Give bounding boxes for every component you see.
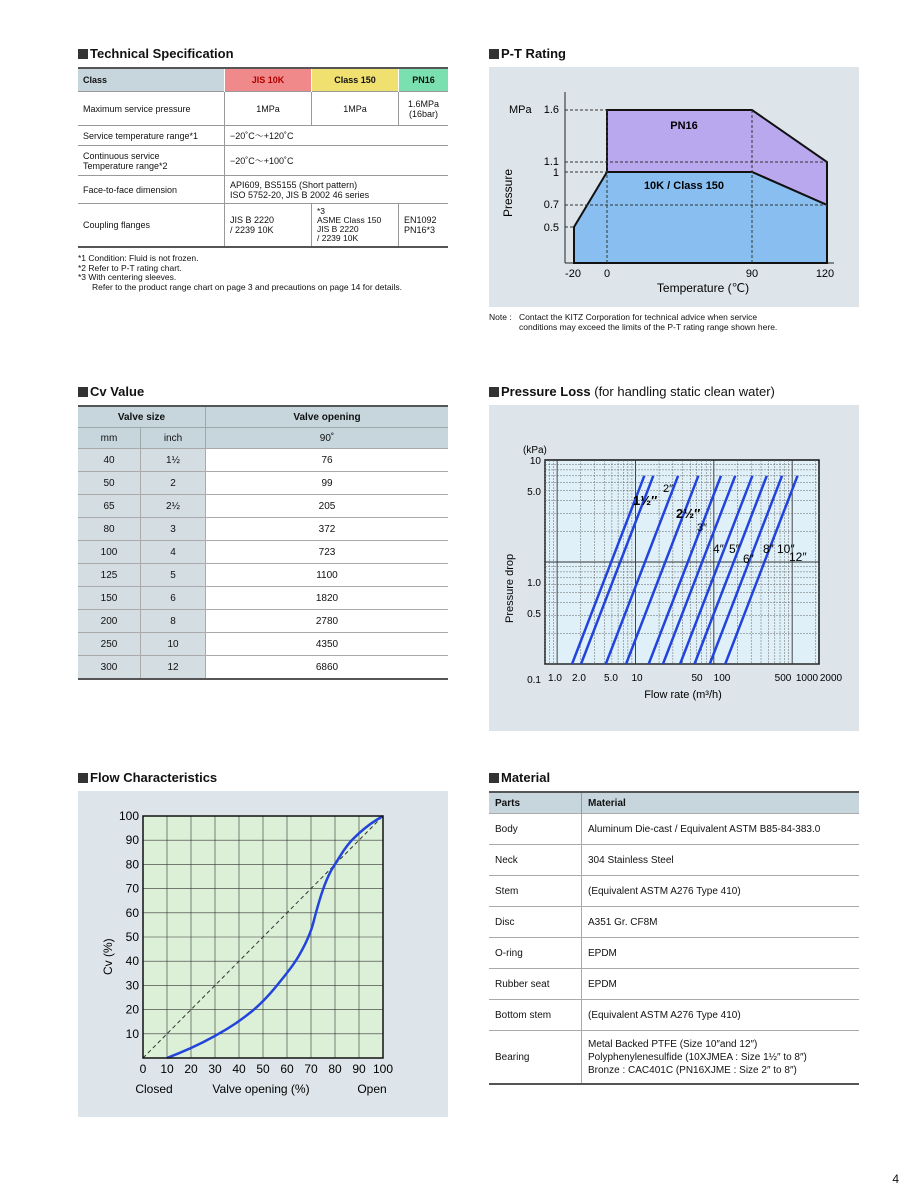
material-part: Stem (489, 876, 582, 907)
material-header-material: Material (582, 792, 860, 814)
pt-ytick: 1 (552, 167, 559, 179)
cv-header-inch: inch (141, 428, 206, 449)
flow-xtick: 10 (160, 1062, 174, 1076)
cv-cell-inch: 2 (141, 472, 206, 495)
cv-cell-inch: 1½ (141, 449, 206, 472)
cv-row (78, 495, 448, 518)
ploss-size-label: 5″ (729, 542, 740, 556)
flow-closed-label: Closed (135, 1082, 173, 1096)
material-row (489, 1000, 859, 1031)
flow-xtick: 30 (208, 1062, 222, 1076)
spec-table (78, 67, 448, 248)
flow-ytick: 10 (125, 1026, 139, 1041)
pt-x-label: Temperature (℃) (656, 281, 750, 295)
spec-cell: JIS B 2220 / 2239 10K (225, 204, 312, 248)
cv-cell-mm: 200 (78, 610, 141, 633)
material-header-parts: Parts (489, 792, 582, 814)
ploss-y-unit: (kPa) (523, 445, 547, 456)
ploss-x-label: Flow rate (m³/h) (644, 689, 722, 701)
pt-title: P-T Rating (489, 46, 859, 61)
flow-ytick: 80 (125, 857, 139, 872)
cv-cell-mm: 100 (78, 541, 141, 564)
cv-cell-mm: 80 (78, 518, 141, 541)
ploss-xtick: 500 (774, 673, 792, 684)
material-part: Neck (489, 845, 582, 876)
pt-xtick: 0 (603, 268, 611, 280)
spec-cell: −20˚C～+120˚C (225, 126, 449, 146)
flow-x-label: Valve opening (%) (212, 1082, 310, 1096)
cv-cell-value: 6860 (206, 656, 449, 680)
ploss-size-label: 8″ (763, 542, 774, 556)
material-row (489, 814, 859, 845)
cv-cell-inch: 6 (141, 587, 206, 610)
cv-cell-mm: 150 (78, 587, 141, 610)
material-part: O-ring (489, 938, 582, 969)
cv-row (78, 541, 448, 564)
ploss-chart (489, 405, 859, 731)
cv-title: Cv Value (78, 384, 448, 399)
cv-cell-inch: 8 (141, 610, 206, 633)
material-value: A351 Gr. CF8M (582, 907, 860, 938)
ploss-size-label: 1½″ (633, 493, 658, 508)
flow-xtick: 20 (184, 1062, 198, 1076)
cv-cell-inch: 12 (141, 656, 206, 680)
spec-row-label: Coupling flanges (78, 204, 225, 248)
flow-open-label: Open (357, 1082, 387, 1096)
spec-cell: EN1092 PN16*3 (399, 204, 449, 248)
pt-section (489, 46, 859, 332)
ploss-y-label: Pressure drop (504, 553, 516, 623)
pt-xtick: -20 (565, 268, 581, 280)
flow-title: Flow Characteristics (78, 770, 448, 785)
flow-ytick: 50 (125, 930, 139, 944)
material-part: Body (489, 814, 582, 845)
ploss-xtick: 50 (691, 673, 703, 684)
cv-header-opening: Valve opening (206, 406, 449, 428)
cv-row (78, 449, 448, 472)
material-row (489, 845, 859, 876)
flow-xtick: 90 (352, 1062, 366, 1076)
cv-cell-mm: 300 (78, 656, 141, 680)
ploss-xtick: 10 (631, 673, 643, 684)
spec-section (78, 46, 448, 292)
ploss-xtick: 2000 (819, 673, 843, 684)
material-row (489, 876, 859, 907)
flow-y-label: Cv (%) (101, 938, 115, 975)
material-section (489, 770, 859, 1085)
flow-ytick: 30 (125, 978, 139, 993)
spec-row-label: Maximum service pressure (78, 92, 225, 126)
spec-cell: 1MPa (312, 92, 399, 126)
spec-header-class150: Class 150 (312, 68, 399, 92)
cv-table (78, 405, 448, 680)
cv-cell-value: 372 (206, 518, 449, 541)
spec-cell: 1.6MPa (16bar) (399, 92, 449, 126)
cv-cell-mm: 250 (78, 633, 141, 656)
pt-ytick: 1.1 (543, 156, 559, 168)
spec-title: Technical Specification (78, 46, 448, 61)
cv-cell-value: 723 (206, 541, 449, 564)
flow-ytick: 70 (125, 881, 139, 896)
cv-cell-value: 205 (206, 495, 449, 518)
material-title: Material (489, 770, 859, 785)
spec-row-label: Face-to-face dimension (78, 176, 225, 204)
spec-notes (78, 254, 448, 292)
cv-row (78, 587, 448, 610)
ploss-ytick: 1.0 (527, 578, 541, 589)
ploss-size-label: 2½″ (676, 506, 701, 521)
flow-ytick: 60 (125, 905, 139, 920)
cv-row (78, 633, 448, 656)
spec-note: Refer to the product range chart on page 3 and precautions on page 14 for details. (92, 281, 402, 292)
material-row (489, 907, 859, 938)
ploss-ytick: 0.5 (527, 609, 541, 620)
cv-cell-value: 4350 (206, 633, 449, 656)
pt-ytick: 0.5 (543, 222, 559, 234)
pt-region-label: PN16 (670, 120, 698, 132)
cv-header-90: 90˚ (206, 428, 449, 449)
flow-chart (78, 791, 448, 1117)
pt-y-unit: MPa (509, 104, 532, 116)
material-value: (Equivalent ASTM A276 Type 410) (582, 1000, 860, 1031)
spec-cell: 1MPa (225, 92, 312, 126)
ploss-xtick: 5.0 (604, 673, 618, 684)
pt-ytick: 0.7 (543, 199, 559, 211)
cv-cell-inch: 4 (141, 541, 206, 564)
flow-xtick: 70 (304, 1062, 318, 1076)
cv-row (78, 564, 448, 587)
cv-cell-inch: 3 (141, 518, 206, 541)
material-value: EPDM (582, 969, 860, 1000)
ploss-ytick: 0.1 (527, 675, 541, 686)
cv-cell-mm: 40 (78, 449, 141, 472)
flow-xtick: 60 (280, 1062, 294, 1076)
cv-cell-value: 1100 (206, 564, 449, 587)
ploss-ytick: 10 (529, 456, 541, 467)
cv-cell-mm: 50 (78, 472, 141, 495)
cv-cell-mm: 125 (78, 564, 141, 587)
spec-header-class: Class (78, 68, 225, 92)
flow-section (78, 770, 448, 1117)
material-table (489, 791, 859, 1085)
cv-cell-mm: 65 (78, 495, 141, 518)
flow-xtick: 0 (139, 1062, 147, 1076)
ploss-xtick: 2.0 (572, 673, 586, 684)
cv-header-mm: mm (78, 428, 141, 449)
spec-cell: −20˚C～+100˚C (225, 146, 449, 176)
ploss-size-label: 3″ (697, 522, 708, 534)
cv-row (78, 610, 448, 633)
cv-row (78, 472, 448, 495)
flow-ytick: 90 (125, 833, 139, 848)
spec-row-label: Service temperature range*1 (78, 126, 225, 146)
spec-note: *3 With centering sleeves. (78, 272, 177, 282)
spec-note: *2 Refer to P-T rating chart. (78, 262, 182, 273)
material-table-body (489, 814, 859, 1085)
pt-note-line: conditions may exceed the limits of the P-T rating range shown here. (519, 321, 778, 332)
cv-cell-value: 2780 (206, 610, 449, 633)
pt-note-line: Contact the KITZ Corporation for technical advice when service (519, 312, 758, 322)
pt-region-label: 10K / Class 150 (643, 180, 725, 192)
pt-ytick: 1.6 (543, 104, 559, 116)
spec-cell: *3 ASME Class 150 JIS B 2220 / 2239 10K (312, 204, 399, 248)
material-row (489, 969, 859, 1000)
cv-cell-value: 76 (206, 449, 449, 472)
ploss-xtick: 1000 (795, 673, 819, 684)
pt-note-label: Note : (489, 312, 512, 322)
pt-xtick: 120 (815, 268, 835, 280)
spec-row-label: Continuous service Temperature range*2 (78, 146, 225, 176)
material-row (489, 1031, 859, 1085)
material-part: Rubber seat (489, 969, 582, 1000)
ploss-size-label: 2″ (663, 483, 674, 495)
material-value: Metal Backed PTFE (Size 10″and 12″) Polyphenylenesulfide (10XJMEA : Size 1½″ to 8″) Bronze : CAC401C (PN16XJME : Size 2″ to 8″) (582, 1031, 860, 1085)
cv-section (78, 384, 448, 680)
flow-xtick: 80 (328, 1062, 342, 1076)
ploss-size-label: 4″ (713, 542, 724, 556)
material-part: Bottom stem (489, 1000, 582, 1031)
ploss-size-label: 10″ (777, 542, 795, 556)
material-part: Bearing (489, 1031, 582, 1085)
flow-ytick: 40 (125, 954, 139, 969)
cv-header-size: Valve size (78, 406, 206, 428)
material-value: (Equivalent ASTM A276 Type 410) (582, 876, 860, 907)
flow-ytick: 100 (118, 809, 139, 823)
cv-cell-inch: 10 (141, 633, 206, 656)
pt-xtick: 90 (745, 268, 759, 280)
cv-row (78, 518, 448, 541)
ploss-title: Pressure Loss (for handling static clean water) (489, 384, 859, 399)
cv-table-body (78, 449, 448, 680)
material-value: 304 Stainless Steel (582, 845, 860, 876)
material-value: EPDM (582, 938, 860, 969)
ploss-size-label: 12″ (789, 550, 807, 564)
flow-xtick: 40 (232, 1062, 246, 1076)
ploss-ytick: 5.0 (527, 487, 541, 498)
cv-cell-inch: 5 (141, 564, 206, 587)
material-part: Disc (489, 907, 582, 938)
cv-row (78, 656, 448, 680)
cv-cell-value: 1820 (206, 587, 449, 610)
ploss-xtick: 1.0 (548, 673, 562, 684)
spec-note: *1 Condition: Fluid is not frozen. (78, 253, 199, 263)
spec-header-jis10k: JIS 10K (225, 68, 312, 92)
ploss-xtick: 100 (713, 673, 731, 684)
material-row (489, 938, 859, 969)
spec-header-pn16: PN16 (399, 68, 449, 92)
cv-cell-value: 99 (206, 472, 449, 495)
flow-xtick: 50 (256, 1062, 270, 1076)
material-value: Aluminum Die-cast / Equivalent ASTM B85-84-383.0 (582, 814, 860, 845)
ploss-size-label: 6″ (743, 552, 754, 566)
pt-chart (489, 67, 859, 307)
page-number: 4 (892, 1172, 899, 1186)
ploss-section (489, 384, 859, 731)
spec-cell: API609, BS5155 (Short pattern) ISO 5752-20, JIS B 2002 46 series (225, 176, 449, 204)
flow-ytick: 20 (125, 1002, 139, 1017)
cv-cell-inch: 2½ (141, 495, 206, 518)
pt-note (489, 313, 859, 332)
pt-y-label: Pressure (501, 168, 515, 217)
flow-xtick: 100 (372, 1062, 394, 1076)
